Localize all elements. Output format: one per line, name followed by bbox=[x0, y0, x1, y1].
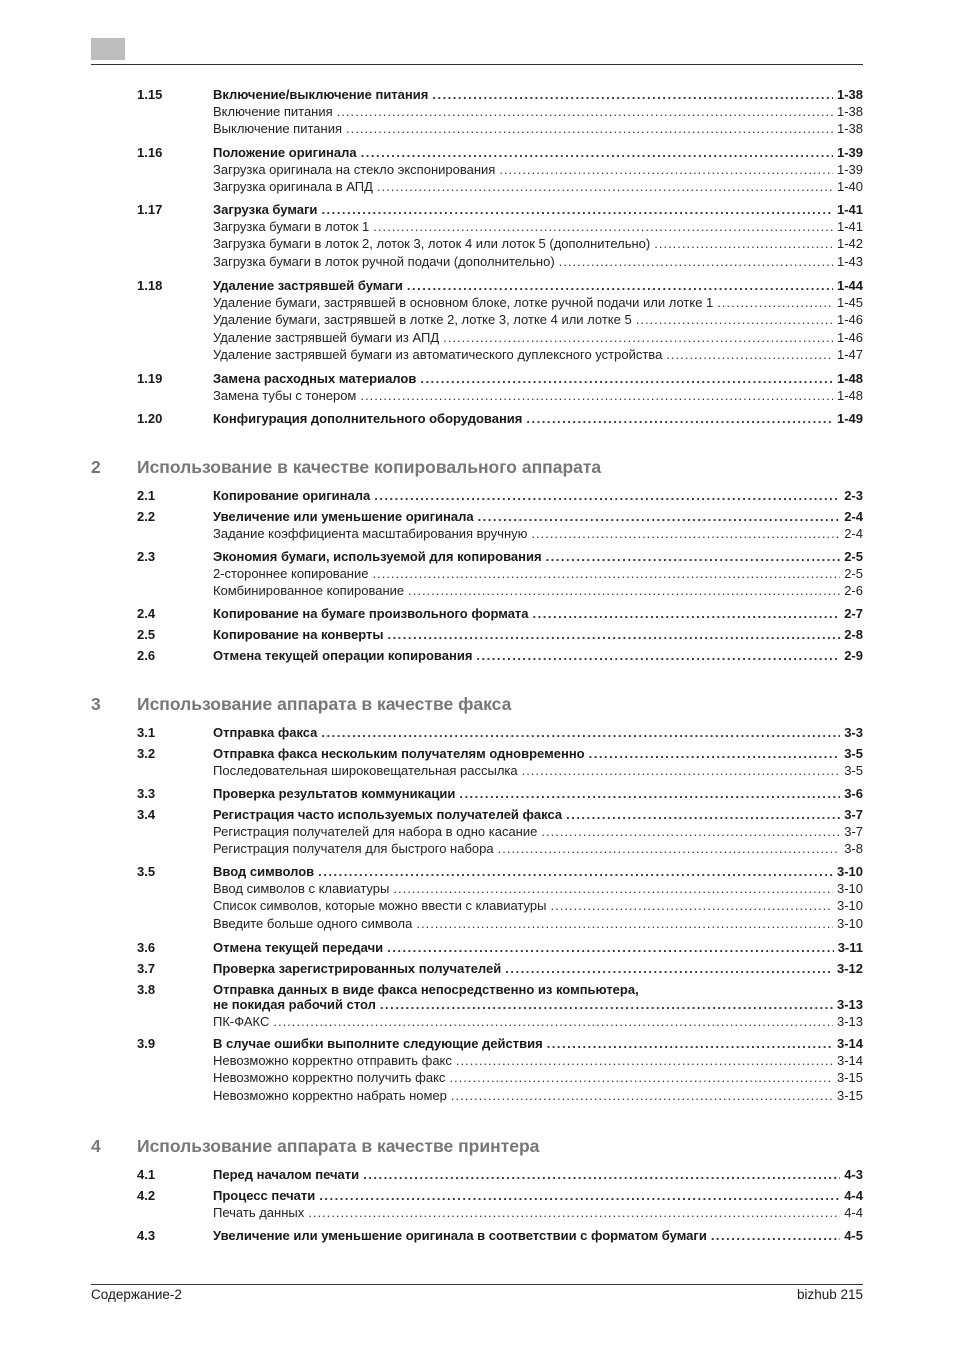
toc-section-title: Отправка факса нескольким получателям одновременно bbox=[213, 746, 585, 761]
toc-section[interactable] bbox=[213, 1188, 863, 1204]
toc-subsection-title: Загрузка бумаги в лоток 2, лоток 3, лоток 4 или лоток 5 (дополнительно) bbox=[213, 236, 651, 251]
dot-leader bbox=[377, 179, 833, 195]
toc-subsection-title: ПК-ФАКС bbox=[213, 1013, 270, 1029]
toc-subsection[interactable] bbox=[213, 1070, 863, 1086]
toc-section-title: Отмена текущей передачи bbox=[213, 940, 384, 955]
dot-leader bbox=[321, 202, 833, 218]
toc-section-page: 3-7 bbox=[844, 807, 863, 822]
section-number: 1.20 bbox=[137, 411, 163, 426]
dot-leader bbox=[522, 763, 841, 779]
dot-leader bbox=[346, 121, 833, 137]
footer-page-label: Содержание-2 bbox=[91, 1287, 182, 1302]
toc-section-page: 1-44 bbox=[836, 278, 863, 293]
toc-subsection-page: 1-41 bbox=[836, 218, 863, 234]
toc-section-page: 1-49 bbox=[836, 411, 863, 426]
toc-subsection-page: 2-6 bbox=[844, 583, 863, 598]
toc-section-title: Копирование на конверты bbox=[213, 627, 384, 642]
dot-leader bbox=[589, 746, 841, 762]
section-number: 2.5 bbox=[137, 627, 156, 642]
toc-subsection-title: Невозможно корректно отправить факс bbox=[213, 1052, 452, 1068]
toc-subsection[interactable] bbox=[213, 1014, 863, 1030]
toc-subsection[interactable] bbox=[213, 1053, 863, 1069]
toc-subsection[interactable] bbox=[213, 841, 863, 857]
toc-subsection[interactable] bbox=[213, 254, 863, 270]
toc-section-title: Ввод символов bbox=[213, 864, 315, 879]
toc-section-page: 1-39 bbox=[836, 145, 863, 160]
footer-rule bbox=[91, 1284, 863, 1285]
toc-subsection-title: Загрузка бумаги в лоток 1 bbox=[213, 218, 370, 234]
toc-subsection-title: Загрузка бумаги в лоток ручной подачи (дополнительно) bbox=[213, 253, 555, 269]
section-number: 2.1 bbox=[137, 488, 156, 503]
toc-section[interactable] bbox=[213, 549, 863, 565]
dot-leader bbox=[636, 312, 833, 328]
toc-subsection-page: 1-43 bbox=[836, 253, 863, 269]
toc-section[interactable] bbox=[213, 746, 863, 762]
toc-subsection-page: 1-48 bbox=[836, 387, 863, 403]
toc-section-title: Увеличение или уменьшение оригинала bbox=[213, 509, 474, 524]
dot-leader bbox=[407, 278, 833, 294]
toc-section-title: Удаление застрявшей бумаги bbox=[213, 278, 403, 293]
toc-subsection[interactable] bbox=[213, 104, 863, 120]
dot-leader bbox=[321, 725, 840, 741]
toc-section[interactable] bbox=[213, 940, 863, 956]
toc-subsection-title: Список символов, которые можно ввести с клавиатуры bbox=[213, 898, 547, 913]
toc-section-page: 2-3 bbox=[844, 488, 863, 503]
toc-subsection[interactable] bbox=[213, 295, 863, 311]
toc-subsection-page: 3-8 bbox=[844, 841, 863, 856]
toc-section[interactable] bbox=[213, 371, 863, 387]
dot-leader bbox=[498, 841, 841, 857]
toc-subsection-page: 3-13 bbox=[836, 1013, 863, 1029]
toc-section-page: 3-3 bbox=[844, 725, 863, 740]
toc-section[interactable] bbox=[213, 606, 863, 622]
toc-subsection[interactable] bbox=[213, 898, 863, 914]
toc-section[interactable] bbox=[213, 411, 863, 427]
toc-subsection-title: Замена тубы с тонером bbox=[213, 387, 357, 403]
chapter-heading[interactable] bbox=[91, 457, 863, 479]
section-number: 3.8 bbox=[137, 982, 156, 997]
dot-leader bbox=[547, 1036, 833, 1052]
dot-leader bbox=[531, 526, 840, 542]
chapter-number: 4 bbox=[91, 1136, 101, 1156]
toc-subsection-title: Ввод символов с клавиатуры bbox=[213, 880, 390, 896]
toc-section-page: 3-10 bbox=[836, 864, 863, 879]
toc-subsection[interactable] bbox=[213, 219, 863, 235]
toc-subsection-page: 3-10 bbox=[836, 898, 863, 913]
section-number: 2.4 bbox=[137, 606, 156, 621]
dot-leader bbox=[337, 104, 833, 120]
toc-subsection-title: Выключение питания bbox=[213, 121, 343, 136]
toc-subsection-page: 1-40 bbox=[836, 179, 863, 194]
toc-section-title: Включение/выключение питания bbox=[213, 87, 429, 102]
dot-leader bbox=[372, 566, 840, 582]
toc-section[interactable] bbox=[213, 864, 863, 880]
section-title-line1[interactable]: Отправка данных в виде факса непосредственно из компьютера, bbox=[213, 982, 639, 997]
chapter-heading[interactable] bbox=[91, 694, 863, 716]
section-number: 1.17 bbox=[137, 202, 163, 217]
section-number: 2.2 bbox=[137, 509, 156, 524]
dot-leader bbox=[432, 87, 833, 103]
toc-subsection-title: Последовательная широковещательная рассылка bbox=[213, 762, 518, 778]
toc-subsection-title: Невозможно корректно получить факс bbox=[213, 1070, 446, 1085]
toc-subsection-page: 1-38 bbox=[836, 121, 863, 136]
toc-section[interactable] bbox=[213, 509, 863, 525]
toc-section-title: Экономия бумаги, используемой для копирования bbox=[213, 549, 542, 564]
dot-leader bbox=[361, 145, 833, 161]
toc-subsection-page: 1-45 bbox=[836, 294, 863, 310]
toc-section-page: 4-3 bbox=[844, 1167, 863, 1182]
toc-section[interactable] bbox=[213, 807, 863, 823]
toc-section-title: Копирование на бумаге произвольного формата bbox=[213, 606, 529, 621]
toc-subsection[interactable] bbox=[213, 330, 863, 346]
toc-section[interactable] bbox=[213, 1228, 863, 1244]
dot-leader bbox=[478, 509, 841, 525]
dot-leader bbox=[559, 254, 833, 270]
chapter-title: Использование аппарата в качестве принтера bbox=[137, 1136, 540, 1156]
toc-section-page: 2-7 bbox=[844, 606, 863, 621]
toc-section-title: Процесс печати bbox=[213, 1188, 316, 1203]
toc-section-page: 2-4 bbox=[844, 509, 863, 524]
toc-subsection[interactable] bbox=[213, 388, 863, 404]
toc-subsection-title: Загрузка оригинала на стекло экспонирования bbox=[213, 161, 496, 177]
toc-section-title: Проверка зарегистрированных получателей bbox=[213, 961, 502, 976]
toc-subsection-title: Удаление застрявшей бумаги из АПД bbox=[213, 329, 440, 345]
toc-section-page: 2-9 bbox=[844, 648, 863, 663]
toc-section-title: Положение оригинала bbox=[213, 145, 357, 160]
toc-section-title: Перед началом печати bbox=[213, 1167, 360, 1182]
toc-subsection[interactable] bbox=[213, 916, 863, 932]
toc-subsection[interactable] bbox=[213, 347, 863, 363]
dot-leader bbox=[373, 219, 833, 235]
toc-subsection-page: 1-42 bbox=[836, 236, 863, 251]
chapter-title: Использование аппарата в качестве факса bbox=[137, 694, 512, 714]
toc-section-page: 2-8 bbox=[844, 627, 863, 642]
toc-subsection[interactable] bbox=[213, 1205, 863, 1221]
dot-leader bbox=[420, 371, 833, 387]
section-number: 3.2 bbox=[137, 746, 156, 761]
dot-leader bbox=[505, 961, 833, 977]
toc-section-page: 4-4 bbox=[844, 1188, 863, 1203]
header-tab-marker bbox=[91, 38, 125, 60]
toc-subsection[interactable] bbox=[213, 179, 863, 195]
toc-subsection[interactable] bbox=[213, 881, 863, 897]
toc-section-title: Отправка факса bbox=[213, 725, 318, 740]
toc-subsection-title: Регистрация получателя для быстрого набора bbox=[213, 841, 494, 856]
toc-subsection-title: Регистрация получателей для набора в одно касание bbox=[213, 823, 538, 839]
toc-section[interactable] bbox=[213, 87, 863, 103]
toc-subsection-page: 1-46 bbox=[836, 312, 863, 327]
toc-subsection-page: 2-5 bbox=[844, 565, 863, 581]
toc-subsection[interactable] bbox=[213, 162, 863, 178]
toc-section-title: не покидая рабочий стол bbox=[213, 997, 376, 1012]
toc-subsection-page: 1-46 bbox=[836, 329, 863, 345]
toc-section-page: 2-5 bbox=[844, 549, 863, 564]
toc-section-title: Копирование оригинала bbox=[213, 488, 371, 503]
toc-section-title: Замена расходных материалов bbox=[213, 371, 417, 386]
toc-subsection[interactable] bbox=[213, 583, 863, 599]
toc-section-title: Регистрация часто используемых получателей факса bbox=[213, 807, 563, 822]
toc-section[interactable] bbox=[213, 202, 863, 218]
toc-section-title: Проверка результатов коммуникации bbox=[213, 786, 456, 801]
toc-subsection-title: Введите больше одного символа bbox=[213, 915, 413, 931]
dot-leader bbox=[363, 1167, 840, 1183]
toc-section[interactable] bbox=[213, 786, 863, 802]
dot-leader bbox=[360, 388, 833, 404]
section-number: 4.1 bbox=[137, 1167, 156, 1182]
dot-leader bbox=[546, 549, 841, 565]
section-number: 3.7 bbox=[137, 961, 156, 976]
section-number: 4.3 bbox=[137, 1228, 156, 1243]
toc-subsection-page: 3-14 bbox=[836, 1052, 863, 1068]
toc-subsection[interactable] bbox=[213, 312, 863, 328]
toc-subsection[interactable] bbox=[213, 236, 863, 252]
dot-leader bbox=[416, 916, 833, 932]
dot-leader bbox=[541, 824, 840, 840]
toc-section[interactable] bbox=[213, 488, 863, 504]
footer-product-name: bizhub 215 bbox=[796, 1287, 863, 1302]
section-number: 2.3 bbox=[137, 549, 156, 564]
dot-leader bbox=[273, 1014, 833, 1030]
toc-subsection-page: 3-7 bbox=[844, 823, 863, 839]
toc-subsection-page: 3-15 bbox=[836, 1070, 863, 1085]
chapter-number: 2 bbox=[91, 457, 101, 477]
toc-section-title: Конфигурация дополнительного оборудования bbox=[213, 411, 523, 426]
toc-section[interactable] bbox=[213, 1036, 863, 1052]
toc-section[interactable] bbox=[213, 725, 863, 741]
toc-subsection-page: 1-47 bbox=[836, 347, 863, 362]
toc-subsection[interactable] bbox=[213, 566, 863, 582]
toc-subsection-page: 1-39 bbox=[836, 161, 863, 177]
toc-subsection-title: Удаление застрявшей бумаги из автоматического дуплексного устройства bbox=[213, 347, 663, 362]
dot-leader bbox=[449, 1070, 833, 1086]
dot-leader bbox=[533, 606, 841, 622]
section-number: 3.9 bbox=[137, 1036, 156, 1051]
toc-section[interactable] bbox=[213, 278, 863, 294]
toc-subsection-page: 3-10 bbox=[836, 915, 863, 931]
toc-section-title: Увеличение или уменьшение оригинала в соответствии с форматом бумаги bbox=[213, 1228, 707, 1243]
toc-subsection-title: Удаление бумаги, застрявшей в основном блоке, лотке ручной подачи или лотке 1 bbox=[213, 294, 714, 310]
toc-section[interactable] bbox=[213, 961, 863, 977]
dot-leader bbox=[380, 997, 833, 1013]
toc-section[interactable] bbox=[213, 1167, 863, 1183]
section-number: 3.5 bbox=[137, 864, 156, 879]
toc-section-page: 1-38 bbox=[836, 87, 863, 102]
section-number: 1.16 bbox=[137, 145, 163, 160]
dot-leader bbox=[550, 898, 833, 914]
dot-leader bbox=[408, 583, 840, 599]
chapter-title: Использование в качестве копировального аппарата bbox=[137, 457, 602, 477]
section-number: 2.6 bbox=[137, 648, 156, 663]
toc-section-title: В случае ошибки выполните следующие действия bbox=[213, 1036, 543, 1051]
header-rule bbox=[91, 64, 863, 65]
chapter-heading[interactable] bbox=[91, 1136, 863, 1158]
section-number: 1.19 bbox=[137, 371, 163, 386]
toc-section-page: 1-41 bbox=[836, 202, 863, 217]
toc-subsection-page: 4-4 bbox=[844, 1204, 863, 1220]
dot-leader bbox=[319, 1188, 840, 1204]
toc-section-page: 3-5 bbox=[844, 746, 863, 761]
dot-leader bbox=[456, 1053, 833, 1069]
dot-leader bbox=[393, 881, 833, 897]
dot-leader bbox=[308, 1205, 840, 1221]
dot-leader bbox=[318, 864, 833, 880]
toc-section-page: 3-11 bbox=[837, 940, 863, 955]
dot-leader bbox=[711, 1228, 840, 1244]
toc-section[interactable] bbox=[213, 145, 863, 161]
toc-subsection-title: Задание коэффициента масштабирования вручную bbox=[213, 525, 528, 541]
toc-subsection[interactable] bbox=[213, 121, 863, 137]
dot-leader bbox=[387, 627, 840, 643]
toc-subsection[interactable] bbox=[213, 526, 863, 542]
section-number: 1.18 bbox=[137, 278, 163, 293]
toc-section-title: Загрузка бумаги bbox=[213, 202, 318, 217]
toc-section-page: 3-13 bbox=[836, 997, 863, 1012]
toc-subsection-title: Комбинированное копирование bbox=[213, 583, 405, 598]
toc-subsection-title: Печать данных bbox=[213, 1204, 305, 1220]
dot-leader bbox=[387, 940, 834, 956]
section-number: 3.1 bbox=[137, 725, 156, 740]
toc-section-page: 3-12 bbox=[836, 961, 863, 976]
section-number: 3.3 bbox=[137, 786, 156, 801]
toc-subsection-page: 3-10 bbox=[836, 880, 863, 896]
toc-subsection[interactable] bbox=[213, 824, 863, 840]
toc-subsection-title: Включение питания bbox=[213, 103, 333, 119]
toc-subsection-page: 2-4 bbox=[844, 525, 863, 541]
dot-leader bbox=[451, 1088, 833, 1104]
toc-section[interactable] bbox=[213, 627, 863, 643]
toc-subsection[interactable] bbox=[213, 763, 863, 779]
toc-section[interactable] bbox=[213, 997, 863, 1013]
dot-leader bbox=[459, 786, 840, 802]
chapter-number: 3 bbox=[91, 694, 101, 714]
section-number: 3.6 bbox=[137, 940, 156, 955]
toc-section[interactable] bbox=[213, 648, 863, 664]
toc-subsection-title: Невозможно корректно набрать номер bbox=[213, 1087, 447, 1103]
toc-subsection-title: Загрузка оригинала в АПД bbox=[213, 179, 373, 194]
dot-leader bbox=[654, 236, 833, 252]
dot-leader bbox=[476, 648, 840, 664]
section-number: 3.4 bbox=[137, 807, 156, 822]
toc-subsection-page: 3-5 bbox=[844, 762, 863, 778]
section-number: 4.2 bbox=[137, 1188, 156, 1203]
dot-leader bbox=[499, 162, 833, 178]
toc-section-page: 3-14 bbox=[836, 1036, 863, 1051]
dot-leader bbox=[717, 295, 833, 311]
toc-subsection-title: 2-стороннее копирование bbox=[213, 565, 369, 581]
dot-leader bbox=[443, 330, 833, 346]
section-number: 1.15 bbox=[137, 87, 163, 102]
dot-leader bbox=[666, 347, 833, 363]
toc-subsection-title: Удаление бумаги, застрявшей в лотке 2, лотке 3, лотке 4 или лотке 5 bbox=[213, 312, 632, 327]
dot-leader bbox=[374, 488, 840, 504]
toc-section-page: 4-5 bbox=[844, 1228, 863, 1243]
toc-subsection-page: 3-15 bbox=[836, 1087, 863, 1103]
dot-leader bbox=[566, 807, 840, 823]
toc-section-page: 1-48 bbox=[836, 371, 863, 386]
toc-section-title: Отмена текущей операции копирования bbox=[213, 648, 473, 663]
toc-subsection[interactable] bbox=[213, 1088, 863, 1104]
toc-subsection-page: 1-38 bbox=[836, 103, 863, 119]
dot-leader bbox=[526, 411, 833, 427]
toc-section-page: 3-6 bbox=[844, 786, 863, 801]
